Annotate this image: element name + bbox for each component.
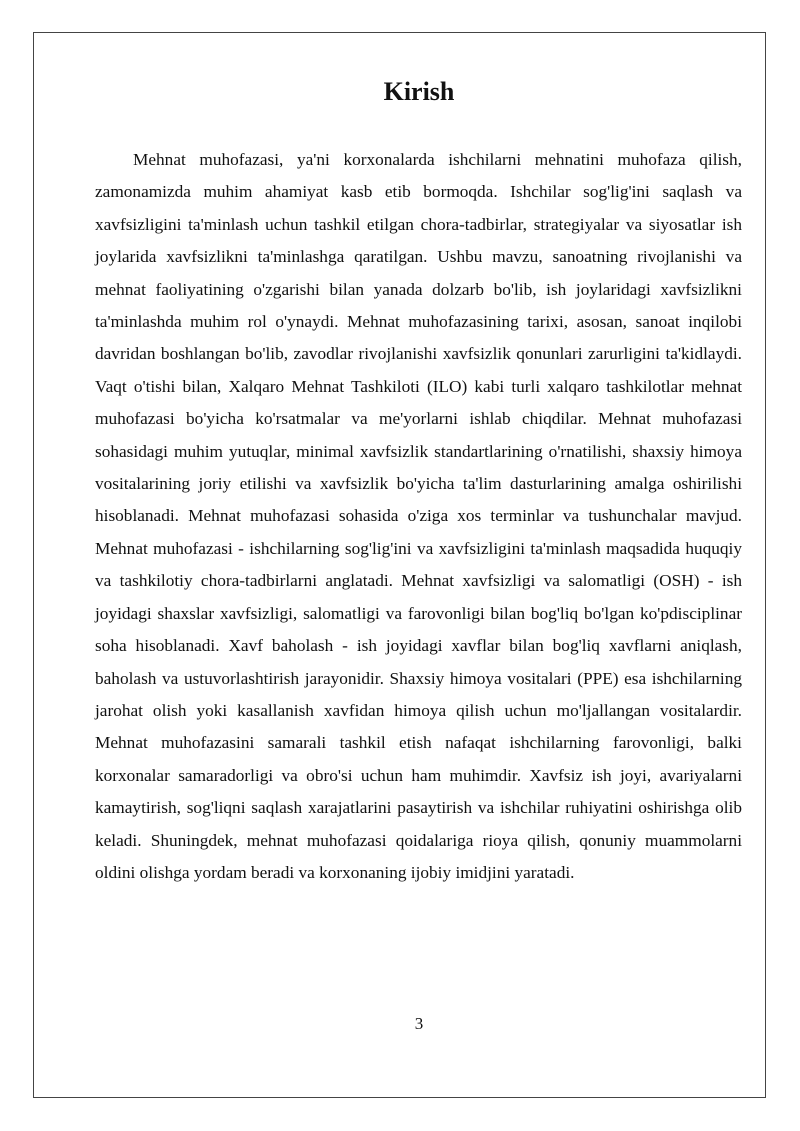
body-paragraph: Mehnat muhofazasi, ya'ni korxonalarda ishchilarni mehnatini muhofaza qilish, zamonamizda muhim ahamiyat kasb etib bormoqda. Ishchilar sog'lig'ini saqlash va xavfsizligini ta'minlash uchun tashkil etilgan chora-tadbirlar, strategiyalar va siyosatlar ish joylarida xavfsizlikni ta'minlashga qaratilgan. Ushbu mavzu, sanoatning rivojlanishi va mehnat faoliyatining o'zgarishi bilan yanada dolzarb bo'lib, ish joylaridagi xavfsizlikni ta'minlashda muhim rol o'ynaydi. Mehnat muhofazasining tarixi, asosan, sanoat inqilobi davridan boshlangan bo'lib, zavodlar rivojlanishi xavfsizlik qonunlari zarurligini ta'kidlaydi. Vaqt o'tishi bilan, Xalqaro Mehnat Tashkiloti (ILO) kabi turli xalqaro tashkilotlar mehnat muhofazasi bo'yicha ko'rsatmalar va me'yorlarni ishlab chiqdilar. Mehnat muhofazasi sohasidagi muhim yutuqlar, minimal xavfsizlik standartlarining o'rnatilishi, shaxsiy himoya vositalarining joriy etilishi va xavfsizlik bo'yicha ta'lim dasturlarining amalga oshirilishi hisoblanadi. Mehnat muhofazasi sohasida o'ziga xos terminlar va tushunchalar mavjud. Mehnat muhofazasi - ishchilarning sog'lig'ini va xavfsizligini ta'minlash maqsadida huquqiy va tashkilotiy chora-tadbirlarni anglatadi. Mehnat xavfsizligi va salomatligi (OSH) - ish joyidagi shaxslar xavfsizligi, salomatligi va farovonligi bilan bog'liq bo'lgan ko'pdisciplinar soha hisoblanadi. Xavf baholash - ish joyidagi xavflar bilan bog'liq xavflarni aniqlash, baholash va ustuvorlashtirish jarayonidir. Shaxsiy himoya vositalari (PPE) esa ishchilarning jarohat olish yoki kasallanish xavfidan himoya qilish uchun mo'ljallangan vositalardir. Mehnat muhofazasini samarali tashkil etish nafaqat ishchilarning farovonligi, balki korxonalar samaradorligi va obro'si uchun ham muhimdir. Xavfsiz ish joyi, avariyalarni kamaytirish, sog'liqni saqlash xarajatlarini pasaytirish va ishchilar ruhiyatini oshirishga olib keladi. Shuningdek, mehnat muhofazasi qoidalariga rioya qilish, qonuniy muammolarni oldini olishga yordam beradi va korxonaning ijobiy imidjini yaratadi. (95, 150, 742, 882)
page-number: 3 (414, 1014, 424, 1033)
page-title: Kirish (383, 77, 455, 106)
